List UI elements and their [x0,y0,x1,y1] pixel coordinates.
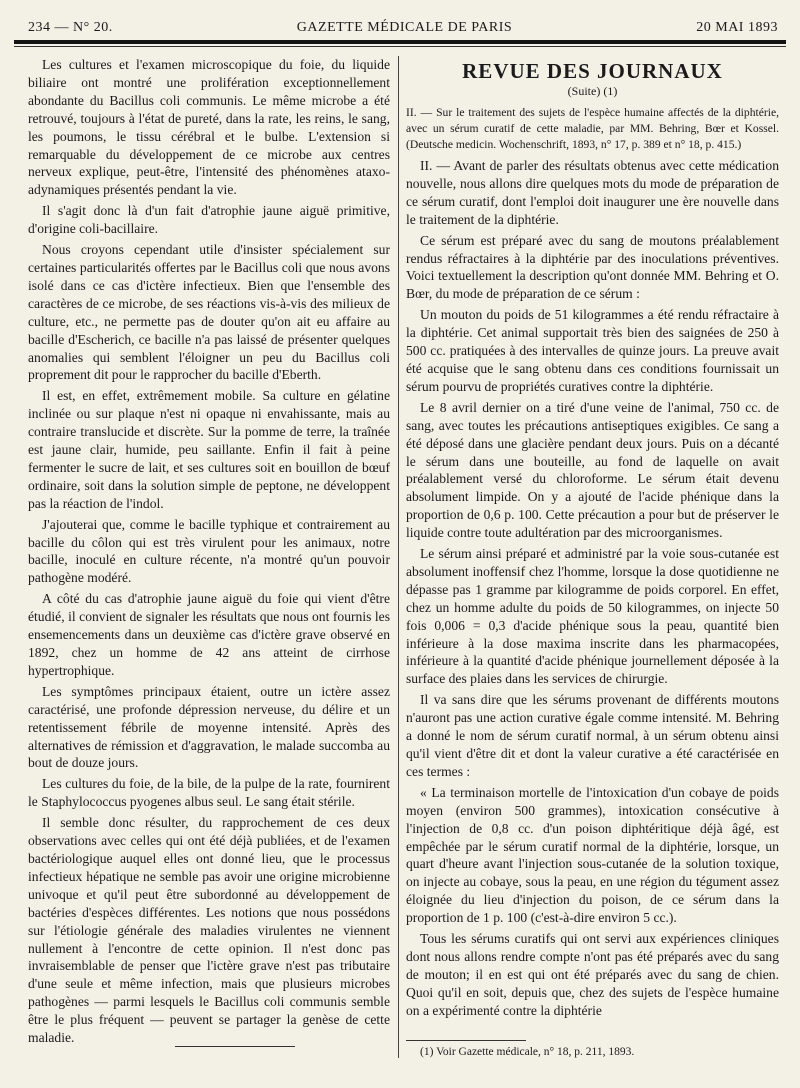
left-paragraph: Les symptômes principaux étaient, outre un ictère assez caractérisé, une profonde dépression nerveuse, du délire et un retentissement fébrile de moyenne intensité. Après des alternatives de rémission et d'aggravation, le malade succomba au bout de douze jours. [28,683,390,771]
left-paragraph: Les cultures du foie, de la bile, de la pulpe de la rate, fournirent le Staphylococcus pyogenes albus seul. Le sang était stérile. [28,776,390,810]
header-journal-title: GAZETTE MÉDICALE DE PARIS [296,20,513,35]
footnote: (1) Voir Gazette médicale, n° 18, p. 211, 1893. [420,1046,635,1058]
section-subtitle: (Suite) (1) [567,84,618,98]
article-title: II. — Sur le traitement des sujets de l'espèce humaine affectés de la diphtérie, avec un sérum curatif de cette maladie, par MM. Behring, Bœr et Kossel. (Deutsche medicin. Wochenschrift, 1893, n° 17, p. 389 et n° 18, p. 415.) [406,106,779,151]
left-paragraph: Nous croyons cependant utile d'insister spécialement sur certaines particularités offertes par le Bacillus coli que nous avons isolé dans ce cas d'ictère infectieux. Bien que l'ensemble des caractères de ce microbe, de ses réactions vis-à-vis des milieux de culture, etc., ne permette pas de douter qu'on ait eu affaire au bacille d'Escherich, ce bacille n'a pas laissé de présenter quelques anomalies qui semblent l'éloigner un peu du Bacillus coli proprement dit pour le rapprocher du bacille d'Eberth. [28,242,390,383]
right-paragraph: II. — Avant de parler des résultats obtenus avec cette médication nouvelle, nous allons dire quelques mots du mode de préparation de ce sérum curatif, dont l'emploi doit inaugurer une ère nouvelle dans le traitement de la diphtérie. [406,158,779,227]
right-column [406,56,779,1023]
header-page-number: 234 — N° 20. [28,20,113,35]
left-paragraph: Il semble donc résulter, du rapprochement de ces deux observations avec celles qui ont été déjà publiées, et de l'examen bactériologique auquel elles ont donné lieu, que le processus infectieux hépatique ne semble pas avoir une origine microbienne univoque et qu'il peut être subordonné au développement de bactéries d'espèces différentes. Les notions que nous possédons sur l'étiologie générale des maladies virulentes ne viennent nullement à l'encontre de cette opinion. Il n'est donc pas invraisemblable de penser que l'ictère grave n'est pas tributaire d'une seule et même infection, mais que plusieurs microbes pathogènes — parmi lesquels le Bacillus coli communis semble être le plus fréquent — peuvent se partager la genèse de cette maladie. [28,815,390,1046]
left-paragraph: J'ajouterai que, comme le bacille typhique et contrairement au bacille du côlon qui est très virulent pour les animaux, notre bacille, inoculé en culture récente, n'a montré qu'un pouvoir pathogène modéré. [28,516,390,586]
left-paragraph: A côté du cas d'atrophie jaune aiguë du foie qui vient d'être étudié, il convient de signaler les résultats que nous ont fournis les ensemencements dans un deuxième cas d'ictère grave observé en 1892, chez un homme de 42 ans atteint de cirrhose hypertrophique. [28,591,390,678]
left-paragraph: Il est, en effet, extrêmement mobile. Sa culture en gélatine inclinée ou sur plaque n'est ni opaque ni envahissante, mais au contraire translucide et discrète. Sur la pomme de terre, la traînée est jaune clair, humide, peu saillante. Enfin il fait à peine fermenter le sucre de lait, et ses cultures soit en bouillon de bœuf ordinaire, soit dans la solution simple de peptone, ne développent pas la réaction de l'indol. [28,388,390,511]
footnote-rule [406,1040,526,1041]
header-rule [14,40,786,44]
section-title: REVUE DES JOURNAUX [462,59,723,83]
right-paragraph: Il va sans dire que les sérums provenant de différents moutons n'auront pas une action curative égale comme intensité. M. Behring a donné le nom de sérum curatif normal, à un sérum obtenu ainsi qu'il vient d'être dit et dont la valeur curative a été caractérisée en ces termes : [406,692,779,779]
header-rule-thin [14,46,786,47]
right-paragraph: « La terminaison mortelle de l'intoxication d'un cobaye de poids moyen (environ 500 grammes), intoxication consécutive à l'injection de 0,8 cc. d'un poison diphtéritique déjà âgé, est empêchée par le sérum curatif normal de la diphtérie, lorsque, un quart d'heure avant l'injection sous-cutanée de la solution toxique, on injecte au cobaye, sous la peau, en une région du tégument assez éloignée du lieu d'injection du poison, de ce sérum dans la proportion de 1 p. 100 (c'est-à-dire environ 5 cc.). [406,784,779,926]
right-paragraph: Ce sérum est préparé avec du sang de moutons préalablement rendus réfractaires à la diphtérie par des inoculations préventives. Voici textuellement la description qu'ont donnée MM. Behring et O. Bœr, du mode de préparation de ce sérum : [406,232,779,302]
left-paragraph: Il s'agit donc là d'un fait d'atrophie jaune aiguë primitive, d'origine coli-bacillaire. [28,203,390,237]
left-column [28,56,390,1050]
right-paragraph: Tous les sérums curatifs qui ont servi aux expériences cliniques dont nous allons rendre compte n'ont pas été préparés avec du sang de mouton; il en est qui ont été préparés avec du sang de chien. Quoi qu'il en soit, depuis que, chez des sujets de l'espèce humaine on a expérimenté contre la diphtérie [406,931,779,1018]
column-divider [398,56,399,1058]
right-paragraph: Un mouton du poids de 51 kilogrammes a été rendu réfractaire à la diphtérie. Cet animal supportait très bien des saignées de 250 à 500 cc. pratiquées à des intervalles de quinze jours. La preuve avait été acquise que le sang obtenu dans ces conditions fournissait un sérum pourvu de propriétés curatives contre la diphtérie. [406,307,779,394]
left-end-rule [175,1046,295,1047]
header-date: 20 MAI 1893 [696,20,778,35]
right-paragraph: Le 8 avril dernier on a tiré d'une veine de l'animal, 750 cc. de sang, avec toutes les précautions antiseptiques exigibles. Ce sang a été déposé dans une glacière pendant deux jours. Puis on a décanté le sérum dans une bouteille, au fond de laquelle on avait préalablement versé du chloroforme. Le sérum était devenu absolument limpide. On y a ajouté de l'acide phénique dans la proportion de 0,6 p. 100. Cette précaution a pour but de préserver le liquide contre toute adultération par des microorganismes. [406,399,779,541]
right-paragraph: Le sérum ainsi préparé et administré par la voie sous-cutanée est absolument inoffensif chez l'homme, lorsque la dose quotidienne ne dépasse pas 1 gramme par kilogramme de poids corporel. En effet, chez un homme adulte du poids de 50 kilogrammes, on injecte 50 fois 0,006 = 0,3 d'acide phénique sous la peau, quantité bien inférieure à la dose maxima inscrite dans les pharmacopées, inférieure à la quantité d'acide phénique journellement déposée à la surface des plaies dans les services de chirurgie. [406,546,779,687]
left-paragraph: Les cultures et l'examen microscopique du foie, du liquide biliaire ont montré une prolifération exceptionnellement abondante du Bacillus coli communis. Le même microbe a été retrouvé, toujours à l'état de pureté, dans la rate, les reins, le sang, les poumons, le tissu cérébral et le bulbe. L'extension si remarquable du développement de ce microbe aux centres nerveux explique, peut-être, l'intensité des phénomènes ataxo-adynamiques présentés pendant la vie. [28,57,390,198]
page-header [28,12,778,36]
